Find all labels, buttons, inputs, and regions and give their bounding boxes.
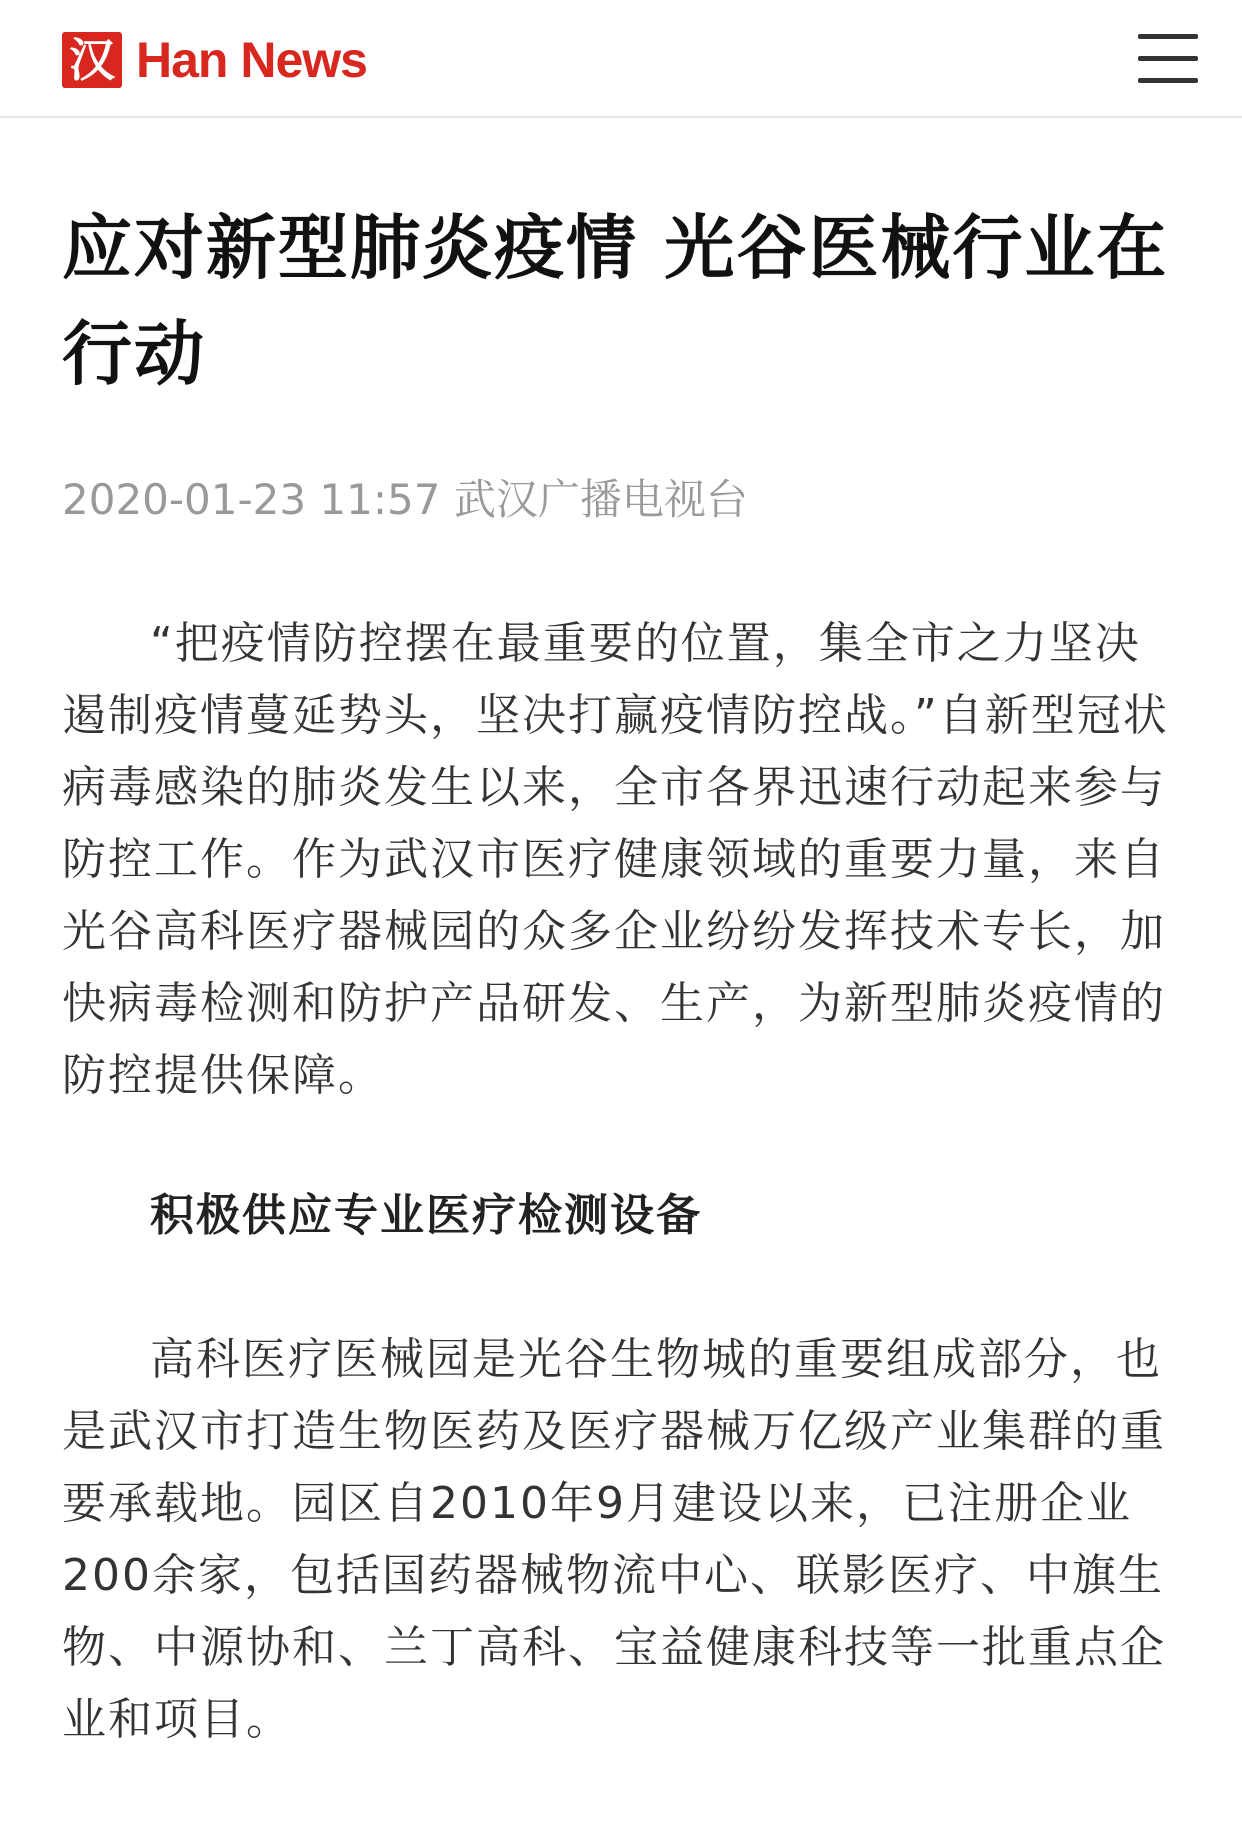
- article-subheading: 积极供应专业医疗检测设备: [150, 1190, 702, 1241]
- article-title: 应对新型肺炎疫情 光谷医械行业在行动: [62, 207, 1169, 395]
- article: [62, 195, 1180, 1756]
- article-content: [62, 608, 1180, 1756]
- menu-bar-middle: [1138, 56, 1198, 61]
- menu-bar-top: [1138, 34, 1198, 39]
- logo-text: Han News: [136, 32, 367, 88]
- hamburger-menu-icon[interactable]: [1138, 34, 1198, 84]
- han-news-logo[interactable]: [62, 30, 367, 90]
- article-source: 武汉广播电视台: [453, 475, 748, 524]
- article-datetime: 2020-01-23 11:57: [62, 475, 441, 524]
- article-meta: [62, 472, 1180, 528]
- article-paragraph: “把疫情防控摆在最重要的位置，集全市之力坚决遏制疫情蔓延势头，坚决打赢疫情防控战。”自新型冠状病毒感染的肺炎发生以来，全市各界迅速行动起来参与防控工作。作为武汉市医疗健康领域的重要力量，来自光谷高科医疗器械园的众多企业纷纷发挥技术专长，加快病毒检测和防护产品研发、生产，为新型肺炎疫情的防控提供保障。: [62, 618, 1169, 1101]
- logo-mark: 汉: [62, 32, 122, 88]
- article-paragraph: 高科医疗医械园是光谷生物城的重要组成部分，也是武汉市打造生物医药及医疗器械万亿级产业集群的重要承载地。园区自2010年9月建设以来，已注册企业200余家，包括国药器械物流中心、联影医疗、中旗生物、中源协和、兰丁高科、宝益健康科技等一批重点企业和项目。: [62, 1334, 1166, 1745]
- menu-bar-bottom: [1138, 78, 1198, 83]
- top-header: [0, 0, 1242, 118]
